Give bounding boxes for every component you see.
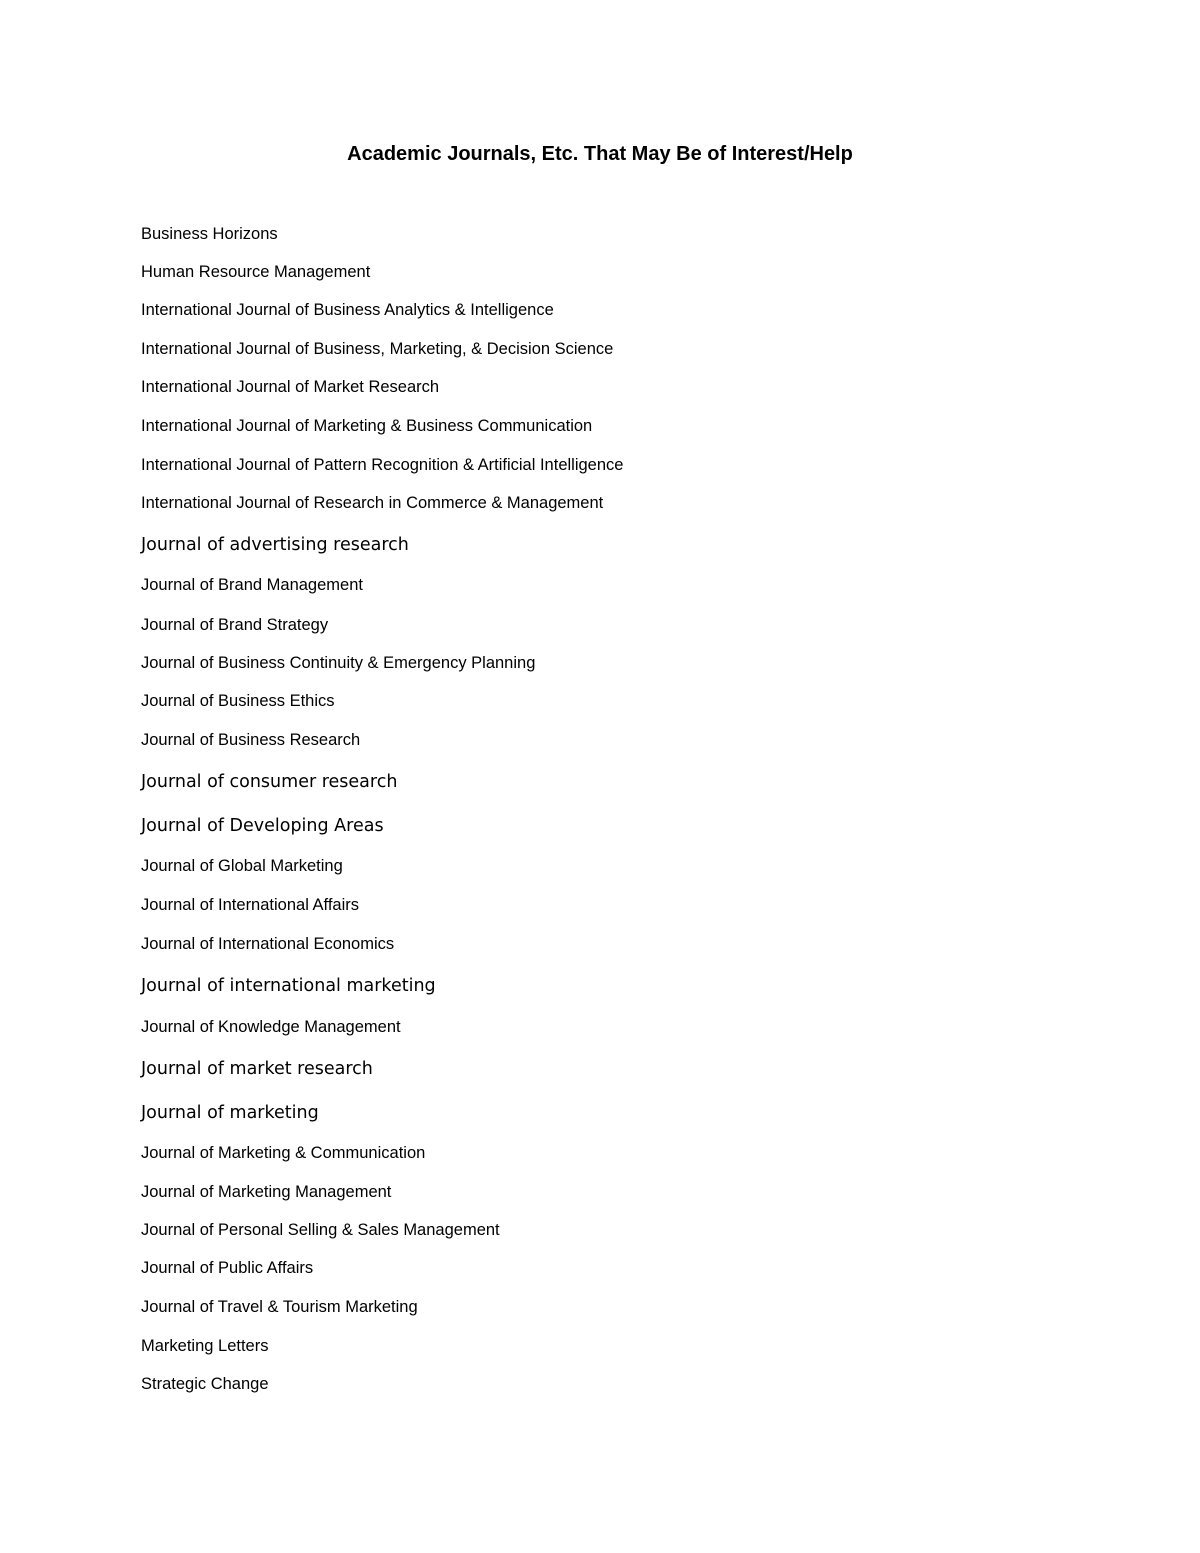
list-item: Journal of Global Marketing	[141, 857, 343, 875]
list-item: Journal of Business Continuity & Emergency Planning	[141, 654, 536, 672]
list-item: Strategic Change	[141, 1375, 269, 1393]
list-item: International Journal of Business, Marketing, & Decision Science	[141, 340, 614, 358]
list-item: Journal of Brand Management	[141, 576, 363, 594]
list-item: International Journal of Research in Commerce & Management	[141, 494, 604, 512]
page-title: Academic Journals, Etc. That May Be of Interest/Help	[347, 143, 853, 165]
list-item: Journal of International Affairs	[141, 896, 359, 914]
list-item: Journal of Brand Strategy	[141, 616, 329, 634]
list-item: Journal of Personal Selling & Sales Management	[141, 1221, 500, 1239]
list-item: Journal of Marketing Management	[141, 1183, 392, 1201]
list-item: Journal of Business Research	[141, 731, 361, 749]
list-item: Journal of Knowledge Management	[141, 1018, 401, 1036]
list-item: Journal of marketing	[141, 1103, 319, 1123]
list-item: Journal of Business Ethics	[141, 692, 335, 710]
list-item: Journal of advertising research	[141, 535, 409, 555]
list-item: Journal of Marketing & Communication	[141, 1144, 426, 1162]
list-item: Journal of Developing Areas	[141, 816, 384, 836]
list-item: Marketing Letters	[141, 1337, 269, 1355]
list-item: International Journal of Business Analytics & Intelligence	[141, 301, 554, 319]
list-item: Journal of Public Affairs	[141, 1259, 314, 1277]
list-item: International Journal of Marketing & Business Communication	[141, 417, 593, 435]
list-item: Human Resource Management	[141, 263, 371, 281]
list-item: International Journal of Pattern Recognition & Artificial Intelligence	[141, 456, 624, 474]
list-item: Journal of Travel & Tourism Marketing	[141, 1298, 418, 1316]
list-item: Business Horizons	[141, 225, 278, 243]
list-item: Journal of international marketing	[141, 976, 436, 996]
list-item: Journal of International Economics	[141, 935, 395, 953]
list-item: Journal of consumer research	[141, 772, 398, 792]
list-item: Journal of market research	[141, 1059, 373, 1079]
list-item: International Journal of Market Research	[141, 378, 440, 396]
